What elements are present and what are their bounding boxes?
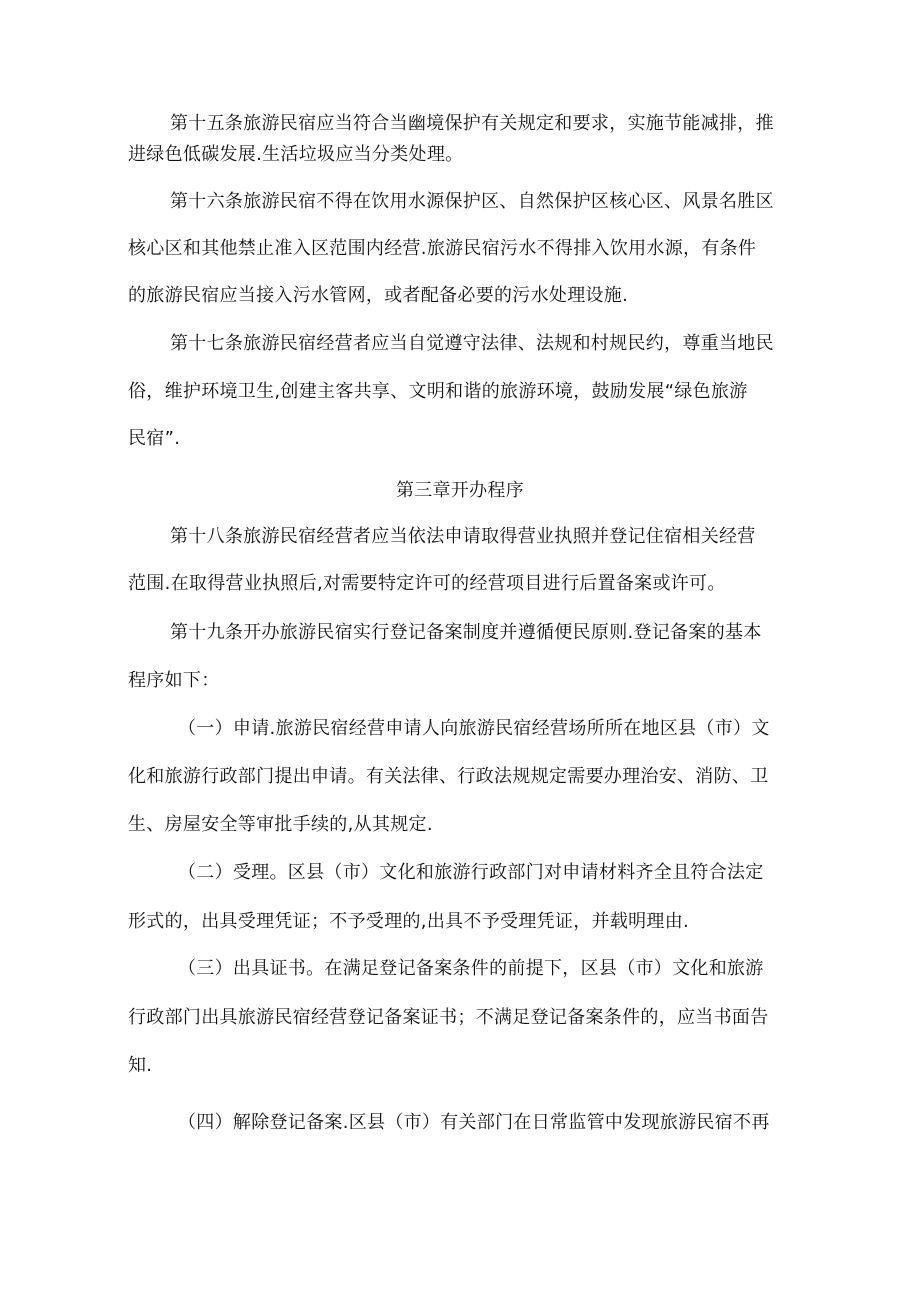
article-19-line-1: 第十九条开办旅游民宿实行登记备案制度并遵循便民原则.登记备案的基本 xyxy=(170,622,762,643)
article-17-line-3: 民宿”. xyxy=(128,428,181,449)
article-16-line-1: 第十六条旅游民宿不得在饮用水源保护区、自然保护区核心区、风景名胜区 xyxy=(170,191,774,212)
article-15-line-1: 第十五条旅游民宿应当符合当幽境保护有关规定和要求，实施节能减排，推 xyxy=(170,113,774,134)
article-16-line-3: 的旅游民宿应当接入污水管网，或者配备必要的污水处理设施. xyxy=(128,285,629,306)
article-17-line-1: 第十七条旅游民宿经营者应当自觉遵守法律、法规和村规民约，尊重当地民 xyxy=(170,333,774,354)
article-18-line-1: 第十八条旅游民宿经营者应当依法申请取得营业执照并登记住宿相关经营 xyxy=(170,526,756,547)
chapter-heading: 第三章开办程序 xyxy=(395,480,525,501)
article-19-line-2: 程序如下： xyxy=(128,670,220,691)
article-16-line-2: 核心区和其他禁止准入区范围内经营.旅游民宿污水不得排入饮用水源，有条件 xyxy=(128,238,757,259)
article-15-line-2: 进绿色低碳发展.生活垃圾应当分类处理。 xyxy=(128,144,464,165)
item-2-line-2: 形式的，出具受理凭证；不予受理的,出具不予受理凭证，并载明理由. xyxy=(128,911,690,932)
article-17-line-2: 俗，维护环境卫生,创建主客共享、文明和谐的旅游环境，鼓励发展“绿色旅游 xyxy=(128,381,748,402)
item-3-line-1: （三）出具证书。在满足登记备案条件的前提下，区县（市）文化和旅游 xyxy=(178,958,764,979)
article-18-line-2: 范围.在取得营业执照后,对需要特定许可的经营项目进行后置备案或许可。 xyxy=(128,573,726,594)
item-2-line-1: （二）受理。区县（市）文化和旅游行政部门对申请材料齐全且符合法定 xyxy=(178,862,764,883)
item-1-line-2: 化和旅游行政部门提出申请。有关法律、行政法规规定需要办理治安、消防、卫 xyxy=(128,766,769,787)
item-1-line-1: （一）申请.旅游民宿经营申请人向旅游民宿经营场所所在地区县（市）文 xyxy=(178,718,770,739)
item-4-line-1: （四）解除登记备案.区县（市）有关部门在日常监管中发现旅游民宿不再 xyxy=(178,1112,770,1133)
item-3-line-3: 知. xyxy=(128,1055,153,1076)
item-3-line-2: 行政部门出具旅游民宿经营登记备案证书；不满足登记备案条件的，应当书面告 xyxy=(128,1007,769,1028)
item-1-line-3: 生、房屋安全等审批手续的,从其规定. xyxy=(128,814,433,835)
